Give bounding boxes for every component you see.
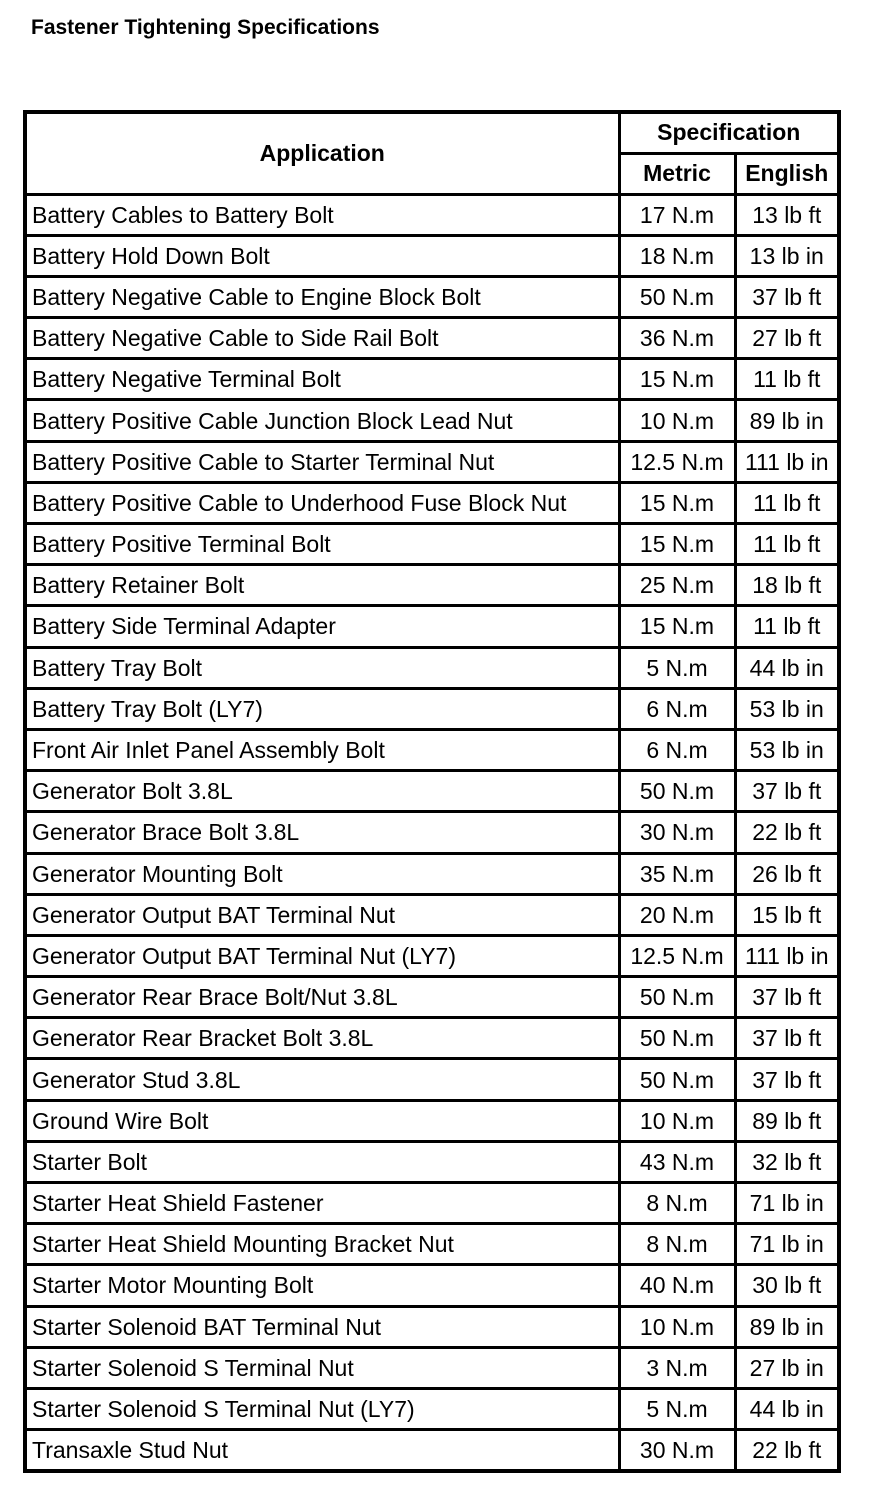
metric-cell: 3 N.m <box>619 1347 735 1388</box>
table-row <box>25 647 839 688</box>
english-cell: 53 lb in <box>735 688 839 729</box>
english-cell: 15 lb ft <box>735 894 839 935</box>
metric-cell: 8 N.m <box>619 1183 735 1224</box>
specification-table <box>23 110 841 1473</box>
application-cell: Front Air Inlet Panel Assembly Bolt <box>25 729 619 770</box>
metric-cell: 8 N.m <box>619 1224 735 1265</box>
table-row <box>25 688 839 729</box>
table-row <box>25 441 839 482</box>
application-cell: Starter Heat Shield Mounting Bracket Nut <box>25 1224 619 1265</box>
metric-cell: 12.5 N.m <box>619 441 735 482</box>
english-cell: 11 lb ft <box>735 482 839 523</box>
metric-cell: 10 N.m <box>619 1100 735 1141</box>
table-row <box>25 1141 839 1182</box>
application-cell: Battery Cables to Battery Bolt <box>25 194 619 235</box>
metric-cell: 35 N.m <box>619 853 735 894</box>
application-cell: Generator Output BAT Terminal Nut <box>25 894 619 935</box>
metric-cell: 50 N.m <box>619 1018 735 1059</box>
table-row <box>25 524 839 565</box>
english-cell: 27 lb in <box>735 1347 839 1388</box>
table-row <box>25 853 839 894</box>
english-cell: 37 lb ft <box>735 1018 839 1059</box>
metric-cell: 50 N.m <box>619 1059 735 1100</box>
page-title: Fastener Tightening Specifications <box>31 16 380 39</box>
application-cell: Ground Wire Bolt <box>25 1100 619 1141</box>
application-cell: Battery Negative Cable to Side Rail Bolt <box>25 318 619 359</box>
application-cell: Generator Output BAT Terminal Nut (LY7) <box>25 935 619 976</box>
english-cell: 11 lb ft <box>735 359 839 400</box>
english-cell: 37 lb ft <box>735 276 839 317</box>
metric-cell: 20 N.m <box>619 894 735 935</box>
metric-cell: 30 N.m <box>619 812 735 853</box>
metric-cell: 25 N.m <box>619 565 735 606</box>
table-body <box>25 194 839 1471</box>
specification-header: Specification <box>619 112 839 153</box>
table-row <box>25 1018 839 1059</box>
metric-cell: 18 N.m <box>619 235 735 276</box>
table-row <box>25 359 839 400</box>
table-row <box>25 729 839 770</box>
english-cell: 37 lb ft <box>735 977 839 1018</box>
english-cell: 53 lb in <box>735 729 839 770</box>
metric-header: Metric <box>619 153 735 194</box>
metric-cell: 50 N.m <box>619 771 735 812</box>
metric-cell: 17 N.m <box>619 194 735 235</box>
table-row <box>25 1183 839 1224</box>
english-cell: 44 lb in <box>735 647 839 688</box>
table-row <box>25 276 839 317</box>
metric-cell: 6 N.m <box>619 729 735 770</box>
table-row <box>25 1059 839 1100</box>
table-row <box>25 318 839 359</box>
metric-cell: 40 N.m <box>619 1265 735 1306</box>
application-cell: Transaxle Stud Nut <box>25 1430 619 1471</box>
application-cell: Battery Positive Cable to Underhood Fuse Block Nut <box>25 482 619 523</box>
english-cell: 89 lb in <box>735 400 839 441</box>
english-cell: 89 lb ft <box>735 1100 839 1141</box>
application-cell: Battery Hold Down Bolt <box>25 235 619 276</box>
english-cell: 71 lb in <box>735 1183 839 1224</box>
application-cell: Battery Negative Cable to Engine Block Bolt <box>25 276 619 317</box>
table-row <box>25 606 839 647</box>
english-cell: 37 lb ft <box>735 1059 839 1100</box>
application-cell: Generator Mounting Bolt <box>25 853 619 894</box>
english-cell: 13 lb in <box>735 235 839 276</box>
metric-cell: 6 N.m <box>619 688 735 729</box>
english-cell: 37 lb ft <box>735 771 839 812</box>
application-cell: Starter Solenoid BAT Terminal Nut <box>25 1306 619 1347</box>
application-cell: Starter Bolt <box>25 1141 619 1182</box>
table-row <box>25 1430 839 1471</box>
english-cell: 111 lb in <box>735 441 839 482</box>
application-cell: Generator Brace Bolt 3.8L <box>25 812 619 853</box>
application-cell: Starter Solenoid S Terminal Nut <box>25 1347 619 1388</box>
application-cell: Battery Positive Terminal Bolt <box>25 524 619 565</box>
table-row <box>25 565 839 606</box>
table-row <box>25 812 839 853</box>
metric-cell: 43 N.m <box>619 1141 735 1182</box>
english-cell: 26 lb ft <box>735 853 839 894</box>
table-row <box>25 1306 839 1347</box>
application-cell: Battery Tray Bolt (LY7) <box>25 688 619 729</box>
english-cell: 11 lb ft <box>735 606 839 647</box>
metric-cell: 5 N.m <box>619 1388 735 1429</box>
english-cell: 22 lb ft <box>735 812 839 853</box>
application-cell: Battery Negative Terminal Bolt <box>25 359 619 400</box>
english-cell: 11 lb ft <box>735 524 839 565</box>
metric-cell: 15 N.m <box>619 482 735 523</box>
application-cell: Generator Rear Bracket Bolt 3.8L <box>25 1018 619 1059</box>
table-row <box>25 977 839 1018</box>
table-row <box>25 771 839 812</box>
table-row <box>25 235 839 276</box>
english-cell: 18 lb ft <box>735 565 839 606</box>
metric-cell: 10 N.m <box>619 1306 735 1347</box>
table-row <box>25 1224 839 1265</box>
metric-cell: 50 N.m <box>619 276 735 317</box>
application-cell: Battery Tray Bolt <box>25 647 619 688</box>
application-cell: Starter Motor Mounting Bolt <box>25 1265 619 1306</box>
table-row <box>25 894 839 935</box>
table-row <box>25 1265 839 1306</box>
metric-cell: 15 N.m <box>619 606 735 647</box>
metric-cell: 36 N.m <box>619 318 735 359</box>
metric-cell: 12.5 N.m <box>619 935 735 976</box>
table-row <box>25 194 839 235</box>
table-row <box>25 1388 839 1429</box>
english-cell: 27 lb ft <box>735 318 839 359</box>
table-row <box>25 1100 839 1141</box>
metric-cell: 15 N.m <box>619 524 735 565</box>
application-header: Application <box>25 112 619 194</box>
english-cell: 44 lb in <box>735 1388 839 1429</box>
metric-cell: 30 N.m <box>619 1430 735 1471</box>
application-cell: Battery Retainer Bolt <box>25 565 619 606</box>
english-cell: 89 lb in <box>735 1306 839 1347</box>
application-cell: Generator Bolt 3.8L <box>25 771 619 812</box>
english-cell: 71 lb in <box>735 1224 839 1265</box>
english-cell: 13 lb ft <box>735 194 839 235</box>
application-cell: Battery Positive Cable Junction Block Lead Nut <box>25 400 619 441</box>
application-cell: Starter Heat Shield Fastener <box>25 1183 619 1224</box>
metric-cell: 5 N.m <box>619 647 735 688</box>
english-cell: 111 lb in <box>735 935 839 976</box>
metric-cell: 10 N.m <box>619 400 735 441</box>
metric-cell: 50 N.m <box>619 977 735 1018</box>
table-row <box>25 935 839 976</box>
english-cell: 32 lb ft <box>735 1141 839 1182</box>
application-cell: Battery Side Terminal Adapter <box>25 606 619 647</box>
application-cell: Generator Rear Brace Bolt/Nut 3.8L <box>25 977 619 1018</box>
application-cell: Starter Solenoid S Terminal Nut (LY7) <box>25 1388 619 1429</box>
english-header: English <box>735 153 839 194</box>
metric-cell: 15 N.m <box>619 359 735 400</box>
table-row <box>25 1347 839 1388</box>
application-cell: Battery Positive Cable to Starter Terminal Nut <box>25 441 619 482</box>
english-cell: 30 lb ft <box>735 1265 839 1306</box>
table-row <box>25 482 839 523</box>
english-cell: 22 lb ft <box>735 1430 839 1471</box>
table-row <box>25 400 839 441</box>
table-header <box>25 112 839 194</box>
application-cell: Generator Stud 3.8L <box>25 1059 619 1100</box>
